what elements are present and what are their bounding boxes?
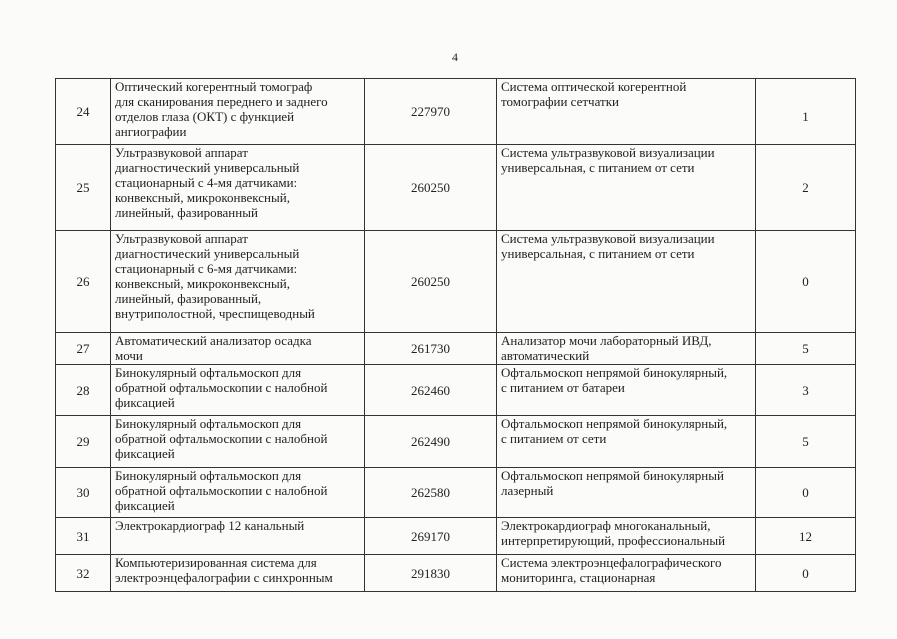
device-type: Офтальмоскоп непрямой бинокулярный, с питанием от батареи: [497, 365, 756, 416]
device-name: Ультразвуковой аппарат диагностический универсальный стационарный с 4-мя датчиками: конвексный, микроконвексный, линейный, фазированный: [111, 145, 365, 231]
device-quantity: 0: [756, 555, 856, 592]
device-quantity: 0: [756, 231, 856, 333]
row-number: 26: [56, 231, 111, 333]
device-quantity: 1: [756, 79, 856, 145]
device-type: Анализатор мочи лабораторный ИВД, автоматический: [497, 333, 756, 365]
device-code: 262580: [365, 468, 497, 518]
table-row: [56, 365, 856, 416]
table-row: [56, 518, 856, 555]
row-number: 29: [56, 416, 111, 468]
table-row: [56, 468, 856, 518]
device-code: 227970: [365, 79, 497, 145]
device-quantity: 12: [756, 518, 856, 555]
device-type: Система ультразвуковой визуализации универсальная, с питанием от сети: [497, 231, 756, 333]
device-quantity: 3: [756, 365, 856, 416]
table-row: [56, 416, 856, 468]
device-code: 291830: [365, 555, 497, 592]
device-quantity: 2: [756, 145, 856, 231]
row-number: 24: [56, 79, 111, 145]
device-name: Бинокулярный офтальмоскоп для обратной офтальмоскопии с налобной фиксацией: [111, 468, 365, 518]
row-number: 27: [56, 333, 111, 365]
device-code: 260250: [365, 231, 497, 333]
device-code: 260250: [365, 145, 497, 231]
device-name: Автоматический анализатор осадка мочи: [111, 333, 365, 365]
device-quantity: 5: [756, 416, 856, 468]
device-type: Офтальмоскоп непрямой бинокулярный, с питанием от сети: [497, 416, 756, 468]
device-type: Электрокардиограф многоканальный, интерпретирующий, профессиональный: [497, 518, 756, 555]
device-type: Система электроэнцефалографического мониторинга, стационарная: [497, 555, 756, 592]
device-code: 269170: [365, 518, 497, 555]
row-number: 28: [56, 365, 111, 416]
table-row: [56, 555, 856, 592]
row-number: 30: [56, 468, 111, 518]
device-name: Бинокулярный офтальмоскоп для обратной офтальмоскопии с налобной фиксацией: [111, 365, 365, 416]
device-name: Электрокардиограф 12 канальный: [111, 518, 365, 555]
table-row: [56, 231, 856, 333]
device-name: Ультразвуковой аппарат диагностический универсальный стационарный с 6-мя датчиками: конвексный, микроконвексный, линейный, фазированный, внутриполостной, чреспищеводный: [111, 231, 365, 333]
table-row: [56, 333, 856, 365]
row-number: 32: [56, 555, 111, 592]
table-row: [56, 145, 856, 231]
device-name: Компьютеризированная система для электроэнцефалографии с синхронным: [111, 555, 365, 592]
device-type: Система оптической когерентной томографии сетчатки: [497, 79, 756, 145]
device-code: 261730: [365, 333, 497, 365]
device-name: Оптический когерентный томограф для сканирования переднего и заднего отделов глаза (ОКТ) с функцией ангиографии: [111, 79, 365, 145]
device-name: Бинокулярный офтальмоскоп для обратной офтальмоскопии с налобной фиксацией: [111, 416, 365, 468]
device-type: Система ультразвуковой визуализации универсальная, с питанием от сети: [497, 145, 756, 231]
device-quantity: 5: [756, 333, 856, 365]
device-quantity: 0: [756, 468, 856, 518]
page-number: 4: [452, 50, 458, 64]
table-row: [56, 79, 856, 145]
device-code: 262490: [365, 416, 497, 468]
row-number: 31: [56, 518, 111, 555]
device-code: 262460: [365, 365, 497, 416]
device-type: Офтальмоскоп непрямой бинокулярный лазерный: [497, 468, 756, 518]
row-number: 25: [56, 145, 111, 231]
equipment-table: [55, 78, 856, 592]
